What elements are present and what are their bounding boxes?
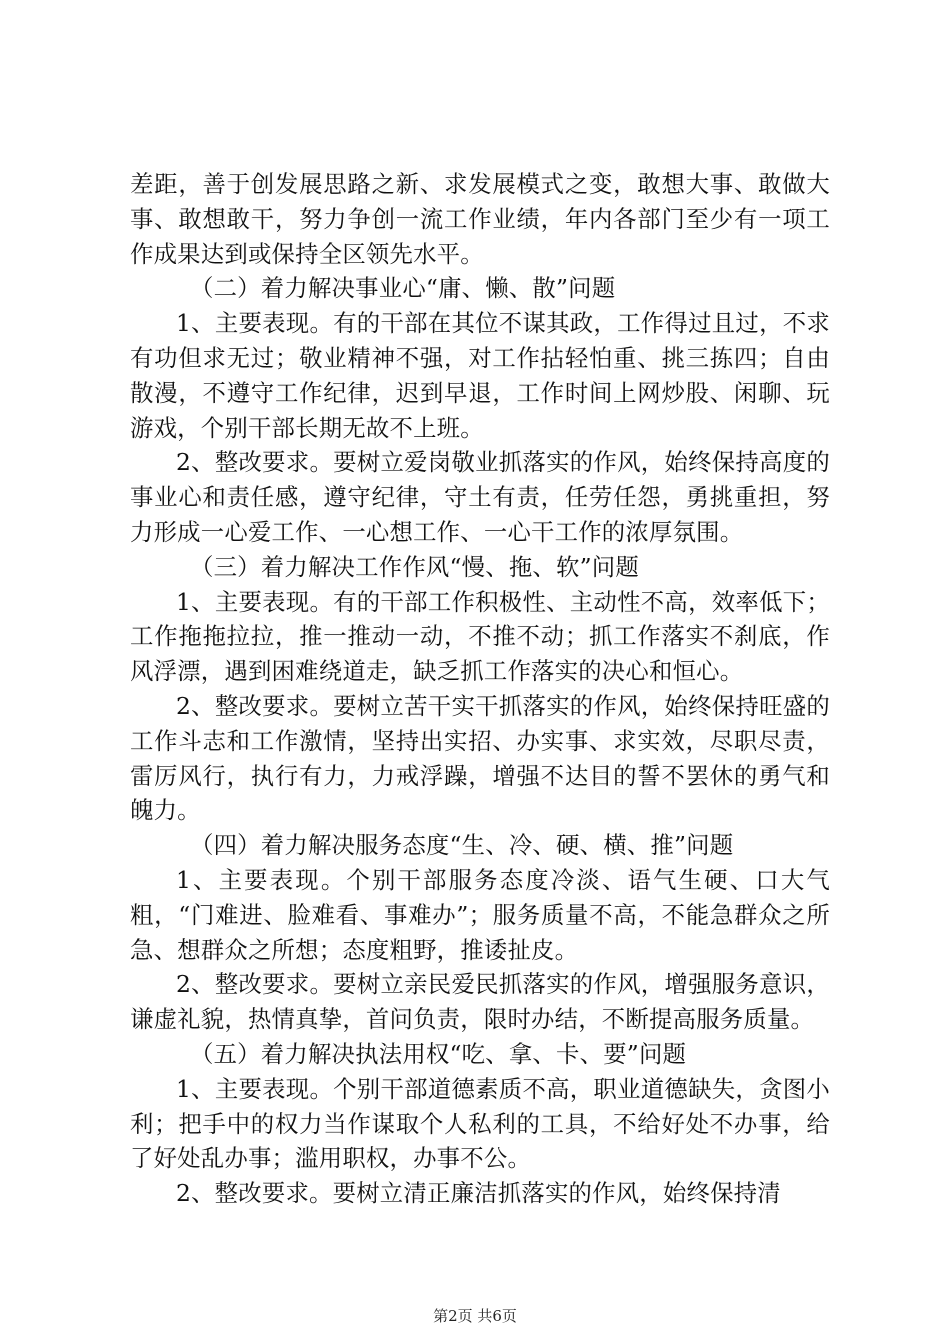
paragraph-3-2: 2、整改要求。要树立苦干实干抓落实的作风，始终保持旺盛的工作斗志和工作激情，坚持出实招、办实事、求实效，尽职尽责，雷厉风行，执行有力，力戒浮躁，增强不达目的誓不罢休的勇气和魄力。 <box>130 691 830 825</box>
page-number-label: 第2页 共6页 <box>433 1307 517 1325</box>
paragraph-2-2: 2、整改要求。要树立爱岗敬业抓落实的作风，始终保持高度的事业心和责任感，遵守纪律，守土有责，任劳任怨，勇挑重担，努力形成一心爱工作、一心想工作、一心干工作的浓厚氛围。 <box>130 448 830 546</box>
paragraph-4-2: 2、整改要求。要树立亲民爱民抓落实的作风，增强服务意识，谦虚礼貌，热情真挚，首问负责，限时办结，不断提高服务质量。 <box>130 970 830 1034</box>
paragraph-2-1: 1、主要表现。有的干部在其位不谋其政，工作得过且过，不求有功但求无过；敬业精神不强，对工作拈轻怕重、挑三拣四；自由散漫，不遵守工作纪律，迟到早退，工作时间上网炒股、闲聊、玩游戏，个别干部长期无故不上班。 <box>130 309 830 442</box>
section-heading-5: （五）着力解决执法用权“吃、拿、卡、要”问题 <box>190 1039 687 1068</box>
paragraph-5-2: 2、整改要求。要树立清正廉洁抓落实的作风，始终保持清 <box>176 1179 781 1208</box>
section-heading-3: （三）着力解决工作作风“慢、拖、软”问题 <box>190 552 639 581</box>
paragraph-4-1: 1、主要表现。个别干部服务态度冷淡、语气生硬、口大气粗，“门难进、脸难看、事难办”；服务质量不高，不能急群众之所急、想群众之所想；态度粗野，推诿扯皮。 <box>130 865 830 964</box>
paragraph-5-1: 1、主要表现。个别干部道德素质不高，职业道德缺失，贪图小利；把手中的权力当作谋取个人私利的工具，不给好处不办事，给了好处乱办事；滥用职权，办事不公。 <box>130 1074 830 1173</box>
paragraph-3-1: 1、主要表现。有的干部工作积极性、主动性不高，效率低下；工作拖拖拉拉，推一推动一动，不推不动；抓工作落实不刹底，作风浮漂，遇到困难绕道走，缺乏抓工作落实的决心和恒心。 <box>130 587 830 686</box>
paragraph-continuation: 差距，善于创发展思路之新、求发展模式之变，敢想大事、敢做大事、敢想敢干，努力争创一流工作业绩，年内各部门至少有一项工作成果达到或保持全区领先水平。 <box>130 170 830 268</box>
page-footer <box>0 1306 950 1326</box>
section-heading-4: （四）着力解决服务态度“生、冷、硬、横、推”问题 <box>190 831 734 860</box>
section-heading-2: （二）着力解决事业心“庸、懒、散”问题 <box>190 274 616 303</box>
document-body <box>130 167 830 1211</box>
